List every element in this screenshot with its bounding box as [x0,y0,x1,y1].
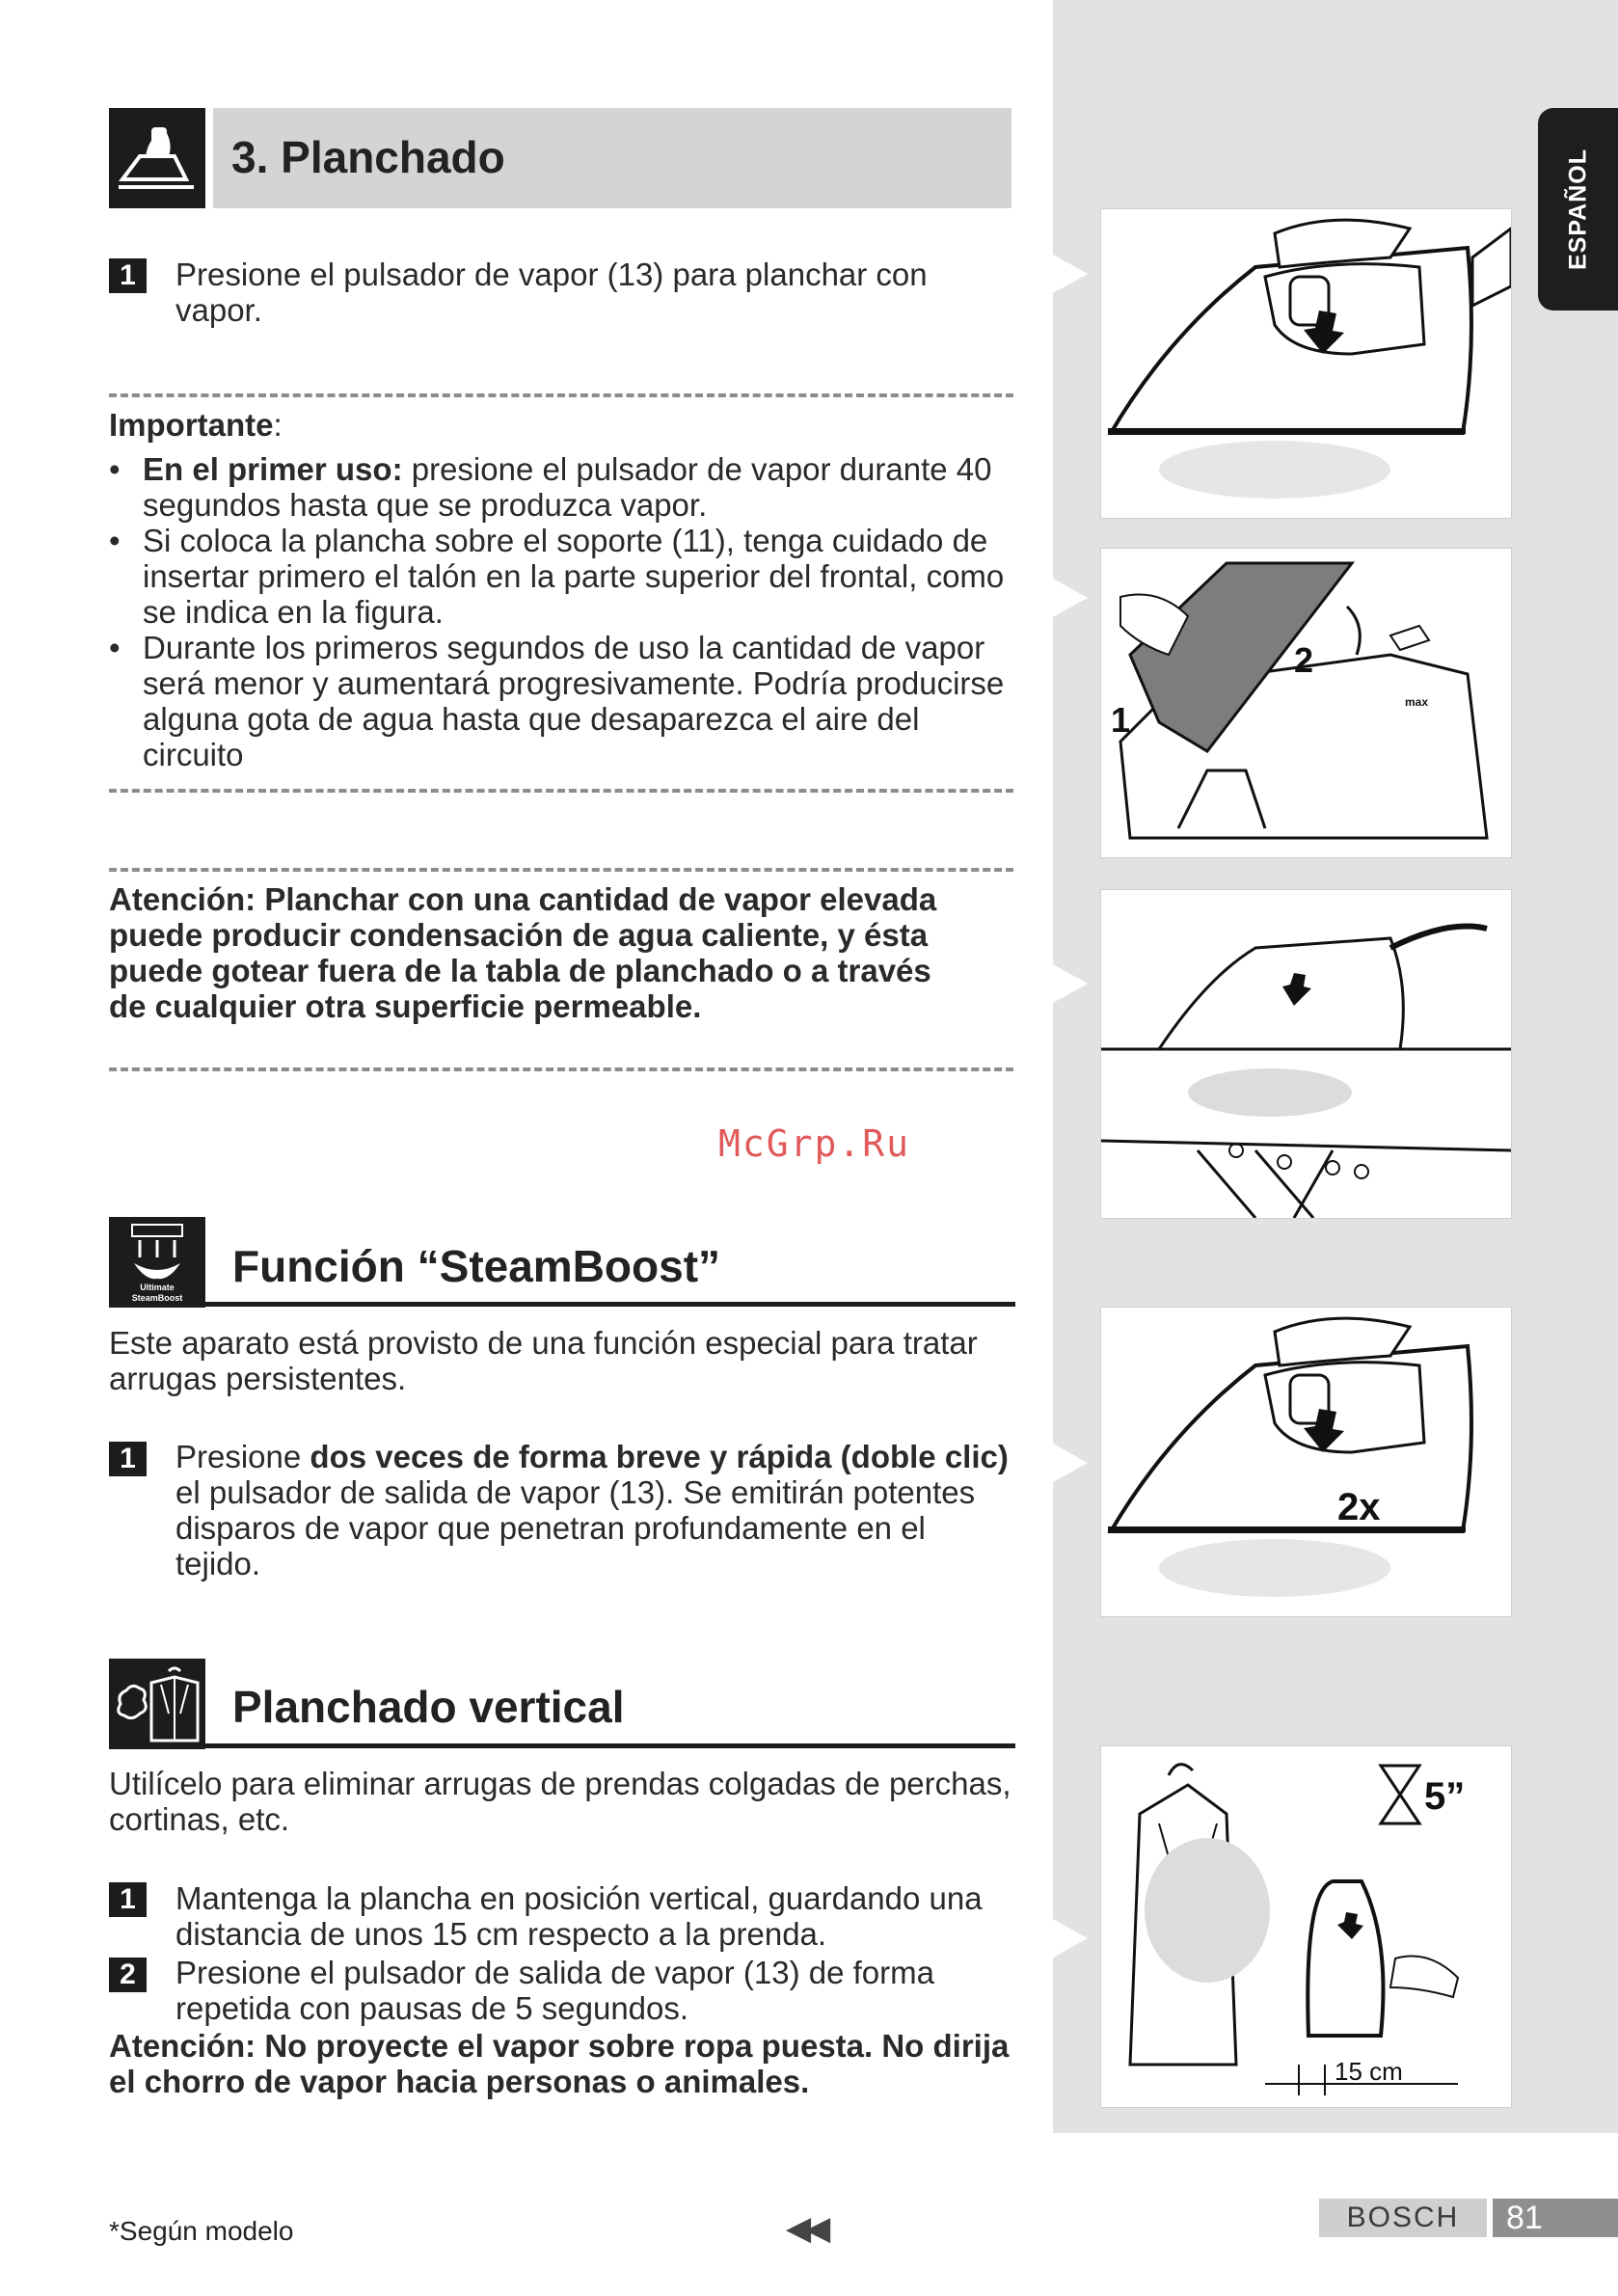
illustration-pointer [1053,255,1088,293]
step-number: 1 [109,1882,147,1917]
vertical-ironing-illustration [1101,1746,1511,2107]
important-label: Importante [109,407,274,443]
important-colon: : [273,407,283,443]
watermark: McGrp.Ru [718,1122,911,1165]
attention-note: Atención: No proyecte el vapor sobre ropa puesta. No dirija el chorro de vapor hacia personas o animales. [109,2028,1010,2099]
icon-label-steamboost: SteamBoost [131,1293,183,1303]
section-title: Función “SteamBoost” [232,1241,721,1291]
steamboost-icon [109,1217,205,1308]
figure-label-1: 1 [1111,700,1131,740]
step-number: 1 [109,258,147,293]
distance-label: 15 cm [1335,2057,1403,2086]
double-click-label: 2x [1337,1486,1381,1528]
bullet-text: Si coloca la plancha sobre el soporte (11), tenga cuidado de insertar primero el talón en la parte superior del frontal, como se indica en la figura. [143,523,1005,630]
figure-label-2: 2 [1294,640,1314,680]
language-tab[interactable] [1538,108,1618,311]
section-title-rule [205,1743,1015,1748]
section-intro: Utilícelo para eliminar arrugas de prendas colgadas de perchas, cortinas, etc. [109,1766,1011,1837]
time-label: 5” [1424,1775,1466,1818]
iron-illustration [1101,209,1511,518]
page-number: 81 [1493,2199,1618,2237]
bullet-item [109,451,1015,523]
important-heading [109,407,1015,443]
important-bullet-list [109,451,1015,772]
step-text-lead: Presione [175,1439,310,1474]
attention-note: Atención: Planchar con una cantidad de vapor elevada puede producir condensación de agua caliente, y ésta puede gotear fuera de la tabla de planchado o a través de cualquier otra superficie permeable. [109,881,937,1024]
section-title-rule [205,1302,1015,1307]
bullet-item [109,630,1015,772]
section-title: 3. Planchado [231,132,505,182]
step-number: 1 [109,1442,147,1476]
illustration-double-click [1100,1307,1512,1617]
vertical-steam-icon [109,1659,205,1749]
double-click-illustration [1101,1308,1511,1616]
section-intro: Este aparato está provisto de una función especial para tratar arrugas persistentes. [109,1325,978,1396]
illustration-vertical-ironing [1100,1745,1512,2108]
dashed-divider [109,393,1013,397]
illustration-pointer [1053,1444,1088,1482]
step-number: 2 [109,1958,147,1992]
brand-label: BOSCH [1319,2199,1487,2237]
step-text: Presione el pulsador de vapor (13) para planchar con vapor. [175,257,928,328]
base-illustration [1101,549,1511,857]
step-text [175,1439,1014,1581]
section-header-planchado [109,108,1013,208]
illustration-pointer [1053,579,1088,617]
bullet-text: presione el pulsador de vapor durante 40 segundos hasta que se produzca vapor. [143,451,992,523]
illustration-pointer [1053,964,1088,1003]
previous-page-icon[interactable]: ◀◀ [786,2210,825,2247]
dashed-divider [109,868,1013,872]
bullet-text: Durante los primeros segundos de uso la cantidad de vapor será menor y aumentará progresivamente. Podría producirse alguna gota de agua hasta que desaparezca el aire del circuito [143,630,1005,772]
footnote: *Según modelo [109,2216,294,2246]
step-text-rest: el pulsador de salida de vapor (13). Se emitirán potentes disparos de vapor que penetran profundamente en el tejido. [175,1474,976,1581]
dashed-divider [109,1067,1013,1071]
icon-label-ultimate: Ultimate [140,1283,175,1292]
illustration-iron-on-base [1100,548,1512,858]
illustration-steam-button [1100,208,1512,519]
section-title: Planchado vertical [232,1682,625,1732]
step-text: Mantenga la plancha en posición vertical, guardando una distancia de unos 15 cm respecto a la prenda. [175,1880,983,1952]
step-text-bold: dos veces de forma breve y rápida (doble clic) [310,1439,1009,1474]
step-text: Presione el pulsador de salida de vapor (13) de forma repetida con pausas de 5 segundos. [175,1955,934,2026]
illustration-dripping [1100,889,1512,1219]
illustration-pointer [1053,1919,1088,1958]
language-tab-label: ESPAÑOL [1564,149,1591,270]
bullet-bold-lead: En el primer uso: [143,451,403,487]
dripping-illustration [1101,890,1511,1218]
dashed-divider [109,789,1013,793]
bullet-item [109,523,1015,630]
max-label: max [1405,695,1429,709]
ironing-icon [109,108,205,208]
